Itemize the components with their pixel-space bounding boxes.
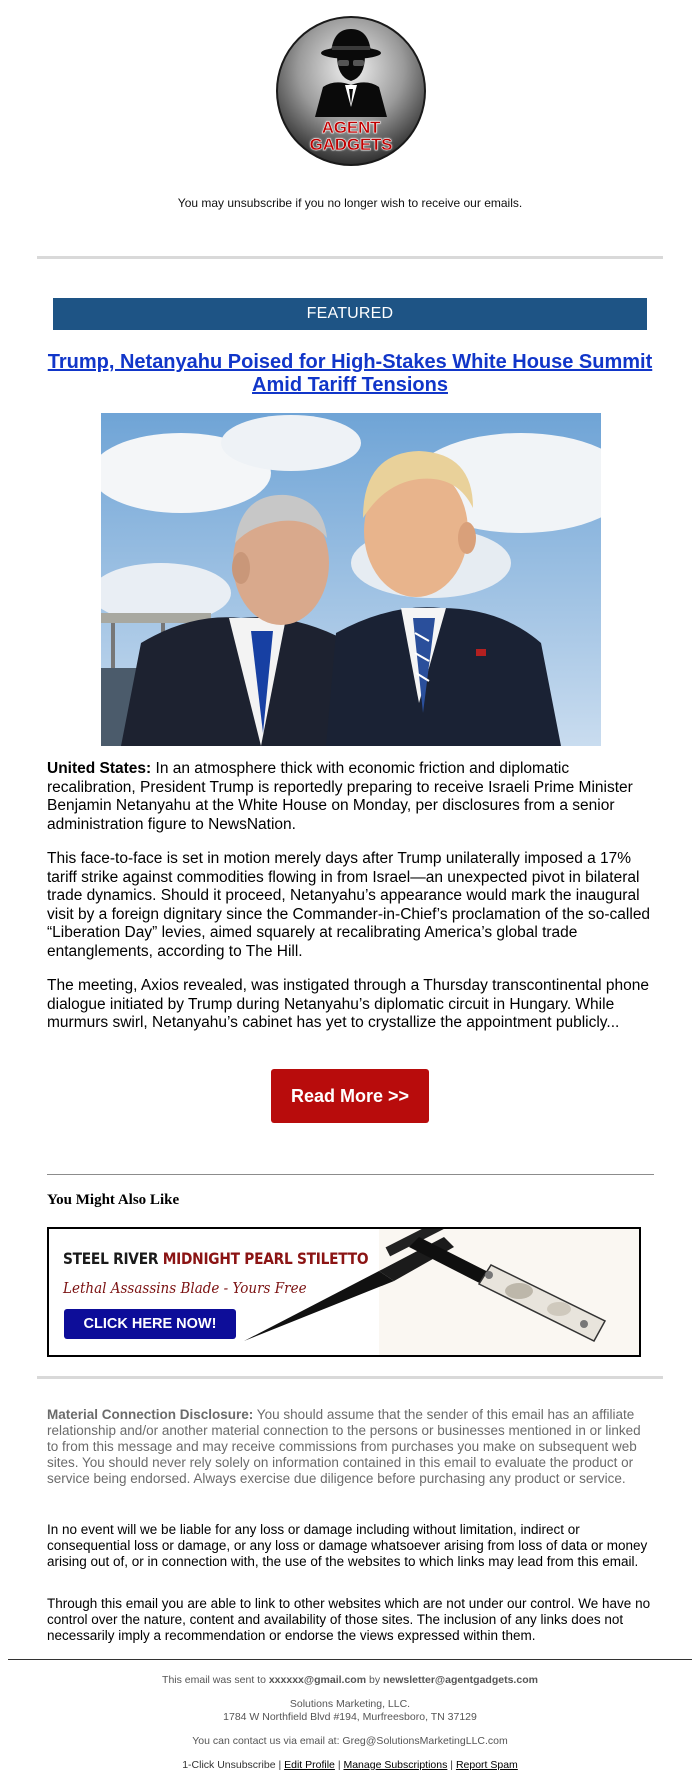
ad-title-product: MIDNIGHT PEARL STILETTO: [162, 1249, 369, 1268]
separator: |: [334, 1759, 344, 1771]
article-paragraph: This face-to-face is set in motion merely days after Trump unilaterally imposed a 17% tariff strike against commodities flowing in from Israel—an unexpected pivot in bilateral trade dynamics. Should it proceed, Netanyahu’s appearance would mark the inaugural visit by a foreign dignitary since the Commander-in-Chief’s proclamation of the so-called “Liberation Day” levies, aimed squarely at recalibrating America’s global trade entanglements, according to The Hill.: [47, 850, 651, 960]
article-body: [47, 760, 657, 1049]
hero-image[interactable]: [101, 413, 601, 746]
footer-links: [0, 1759, 700, 1772]
article-paragraph: [47, 760, 657, 834]
edit-profile-link[interactable]: Edit Profile: [284, 1759, 335, 1771]
headline-link[interactable]: Trump, Netanyahu Poised for High-Stakes White House Summit Amid Tariff Tensions: [47, 351, 653, 396]
article-paragraph: The meeting, Axios revealed, was instigated through a Thursday transcontinental phone dialogue initiated by Trump during Netanyahu’s diplomatic circuit in Hungary. While murmurs swirl, Netanyahu’s cabinet has yet to crystallize the appointment publicly...: [47, 977, 650, 1031]
third-party-text: Through this email you are able to link to other websites which are not under our control. We have no control over the nature, content and availability of those sites. The inclusion of any links does not necessarily imply a recommendation or endorse the views expressed within them.: [47, 1596, 651, 1643]
lead-text: In an atmosphere thick with economic friction and diplomatic recalibration, President Trump is reportedly preparing to receive Israeli Prime Minister Benjamin Netanyahu at the White House on Monday, per disclosures from a senior administration figure to NewsNation.: [47, 760, 633, 833]
ad-banner[interactable]: [47, 1227, 641, 1357]
ad-cta-button[interactable]: CLICK HERE NOW!: [64, 1309, 236, 1339]
section-heading: You Might Also Like: [47, 1192, 180, 1208]
divider: [37, 256, 663, 259]
logo-text-gadgets: GADGETS: [309, 135, 393, 154]
unsubscribe-note: You may unsubscribe if you no longer wish to receive our emails.: [177, 196, 523, 210]
ad-title: [63, 1249, 368, 1268]
report-spam-link[interactable]: Report Spam: [455, 1759, 518, 1771]
liability-text: In no event will we be liable for any loss or damage including without limitation, indirect or consequential loss or damage, or any loss or damage whatsoever arising from loss of data or money arising out of, or in connection with, the use of the websites to which links may lead from this email.: [47, 1522, 648, 1569]
featured-label: FEATURED: [53, 298, 647, 330]
contact-line: You can contact us via email at: Greg@SolutionsMarketingLLC.com: [192, 1735, 508, 1747]
company-address: 1784 W Northfield Blvd #194, Murfreesboro, TN 37129: [223, 1711, 477, 1723]
sender-email: newsletter@agentgadgets.com: [383, 1674, 538, 1686]
divider: [8, 1659, 692, 1660]
one-click-unsubscribe[interactable]: 1-Click Unsubscribe: [182, 1759, 276, 1771]
logo-text-agent: AGENT: [321, 118, 381, 137]
separator: |: [275, 1759, 285, 1771]
company-name: Solutions Marketing, LLC.: [289, 1698, 411, 1710]
footer-sent-prefix: This email was sent to: [162, 1674, 269, 1686]
manage-subscriptions-link[interactable]: Manage Subscriptions: [343, 1759, 448, 1771]
ad-title-brand: STEEL RIVER: [63, 1249, 163, 1268]
separator: |: [447, 1759, 456, 1771]
disclosure-text: [47, 1407, 655, 1487]
lead-label: United States:: [47, 760, 152, 777]
read-more-button[interactable]: Read More >>: [271, 1069, 429, 1123]
disclosure-body: You should assume that the sender of this email has an affiliate relationship and/or another material connection to the persons or businesses mentioned in or linked to from this message and may receive commissions from purchases you make on subsequent web sites. You should never rely solely on information contained in this email to evaluate the product or service being endorsed. Always exercise due diligence before purchasing any product or service.: [47, 1407, 641, 1486]
ad-subtitle: Lethal Assassins Blade - Yours Free: [63, 1279, 307, 1297]
disclosure-label: Material Connection Disclosure:: [47, 1407, 254, 1422]
photo-netanyahu-trump: [101, 413, 601, 746]
footer-sent-by: by: [366, 1674, 383, 1686]
footer-sent-to: [0, 1674, 700, 1687]
recipient-email: xxxxxx@gmail.com: [268, 1674, 367, 1686]
divider: [47, 1174, 654, 1175]
divider: [37, 1376, 663, 1379]
brand-logo[interactable]: [275, 15, 427, 167]
